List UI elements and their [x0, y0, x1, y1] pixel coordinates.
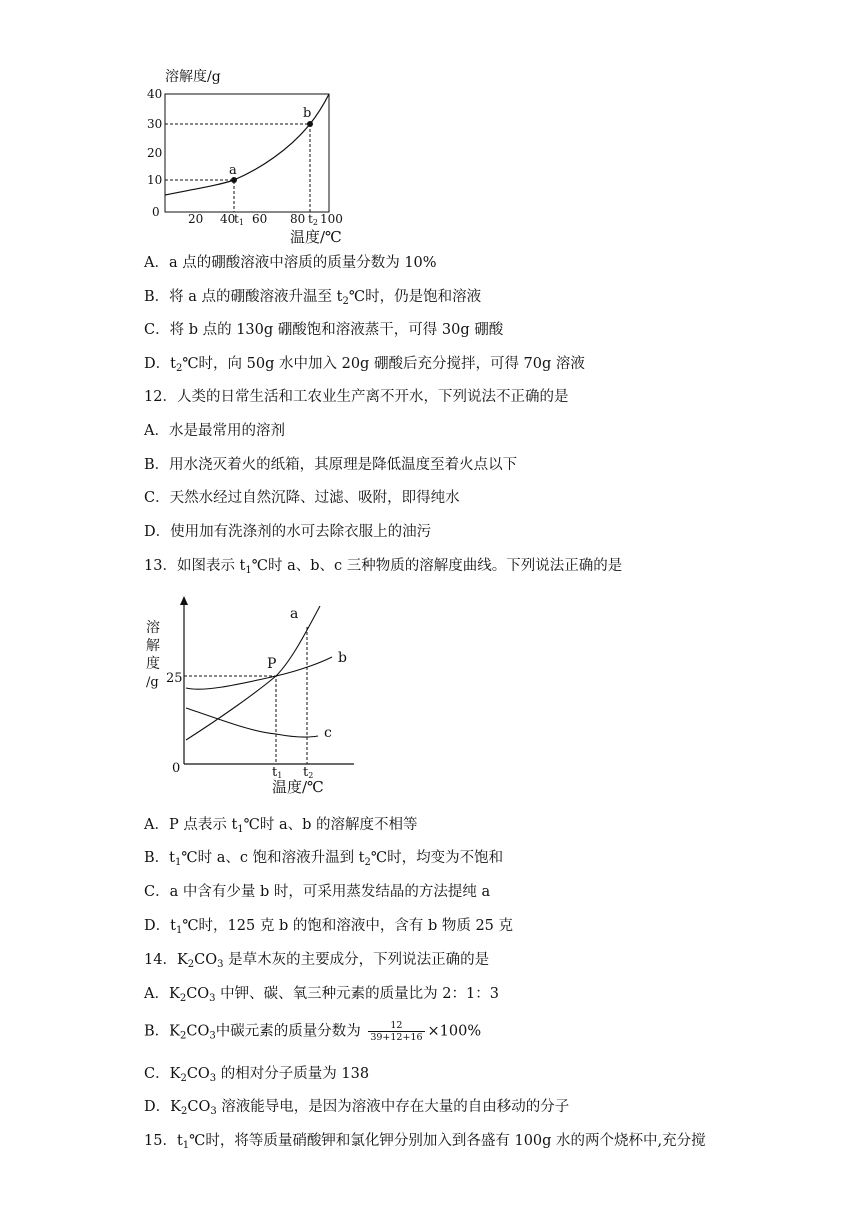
point-b: [307, 121, 313, 127]
q15-stem: 15．$t_1℃$时，将等质量硝酸钾和氯化钾分别加入到各盛有 100g 水的两个烧杯中,充分搅: [144, 1133, 706, 1151]
q11-option-b: B．将 a 点的硼酸溶液升温至 $t_2℃$时，仍是饱和溶液: [144, 289, 482, 307]
solubility-chart-abc: [142, 592, 362, 802]
q14-option-c: C．$K_2CO_3$ 的相对分子质量为 138: [144, 1066, 370, 1084]
point-a-label: a: [229, 163, 237, 178]
y-tick-0: 0: [152, 205, 160, 219]
q12-option-d: D．使用加有洗涤剂的水可去除衣服上的油污: [144, 524, 432, 540]
mass-fraction-formula: $\frac{12}{39+12+16}$: [370, 1020, 423, 1043]
curve-a: [186, 606, 320, 740]
q11-option-d: D．$t_2℃$时，向 50g 水中加入 20g 硼酸后充分搅拌，可得 70g 溶液: [144, 356, 585, 374]
y-label-char-4: /g: [146, 675, 159, 690]
y-tick-25: 25: [166, 671, 183, 686]
q13-option-c: C．a 中含有少量 b 时，可采用蒸发结晶的方法提纯 a: [144, 884, 491, 900]
guide-b: [165, 124, 310, 212]
curve-c-label: c: [324, 725, 332, 741]
y-axis-label: 溶解度/g: [165, 69, 221, 85]
x-tick-40: 40: [220, 212, 236, 226]
x-axis-label: 温度/℃: [290, 228, 342, 246]
x-tick-t1: t1: [234, 212, 244, 227]
origin-label: 0: [172, 761, 181, 776]
point-p-label: P: [267, 656, 277, 672]
y-label-char-2: 解: [146, 638, 160, 654]
y-tick-30: 30: [147, 117, 163, 131]
q12-option-b: B．用水浇灭着火的纸箱，其原理是降低温度至着火点以下: [144, 457, 518, 473]
q11-option-a: A．a 点的硼酸溶液中溶质的质量分数为 10%: [144, 255, 437, 271]
q12-option-c: C．天然水经过自然沉降、过滤、吸附，即得纯水: [144, 490, 460, 506]
curve-b-label: b: [338, 650, 347, 666]
x-axis-label: 温度/℃: [272, 778, 324, 796]
y-tick-10: 10: [147, 173, 163, 187]
x-tick-80: 80: [290, 212, 306, 226]
x-tick-t2: t2: [308, 212, 318, 227]
q14-option-d: D．$K_2CO_3$ 溶液能导电，是因为溶液中存在大量的自由移动的分子: [144, 1099, 570, 1117]
q14-option-a: A．$K_2CO_3$ 中钾、碳、氧三种元素的质量比为 2：1：3: [144, 986, 499, 1004]
x-tick-t1: t1: [272, 765, 283, 780]
q13-option-a: A．P 点表示 $t_1℃$时 a、b 的溶解度不相等: [144, 817, 418, 835]
x-tick-100: 100: [320, 212, 343, 226]
curve-b: [186, 657, 332, 689]
curve-a-label: a: [290, 606, 299, 622]
y-tick-20: 20: [147, 146, 163, 160]
q13-option-b: B．$t_1℃$时 a、c 饱和溶液升温到 $t_2℃$时，均变为不饱和: [144, 850, 504, 868]
y-axis-arrow: [180, 596, 188, 605]
q14-option-b: B．$K_2CO_3$中碳元素的质量分数为 $\frac{12}{39+12+16}$ ×100%: [144, 1020, 482, 1043]
x-tick-20: 20: [188, 212, 204, 226]
x-tick-60: 60: [252, 212, 268, 226]
solubility-chart-boric-acid: [140, 64, 360, 249]
y-tick-40: 40: [147, 87, 163, 101]
q11-option-c: C．将 b 点的 130g 硼酸饱和溶液蒸干，可得 30g 硼酸: [144, 322, 504, 338]
point-b-label: b: [303, 106, 312, 121]
q13-option-d: D．$t_1℃$时，125 克 b 的饱和溶液中，含有 b 物质 25 克: [144, 918, 514, 936]
curve-c: [186, 708, 318, 737]
x-tick-t2: t2: [303, 765, 314, 780]
guide-a: [165, 180, 234, 212]
q14-stem: 14．$K_2CO_3$ 是草木灰的主要成分，下列说法正确的是: [144, 952, 490, 970]
q12-stem: 12．人类的日常生活和工农业生产离不开水，下列说法不正确的是: [144, 389, 569, 405]
y-label-char-1: 溶: [146, 620, 160, 636]
y-label-char-3: 度: [146, 656, 160, 672]
q13-stem: 13．如图表示 $t_1℃$时 a、b、c 三种物质的溶解度曲线。下列说法正确的是: [144, 558, 623, 576]
q12-option-a: A．水是最常用的溶剂: [144, 423, 285, 439]
